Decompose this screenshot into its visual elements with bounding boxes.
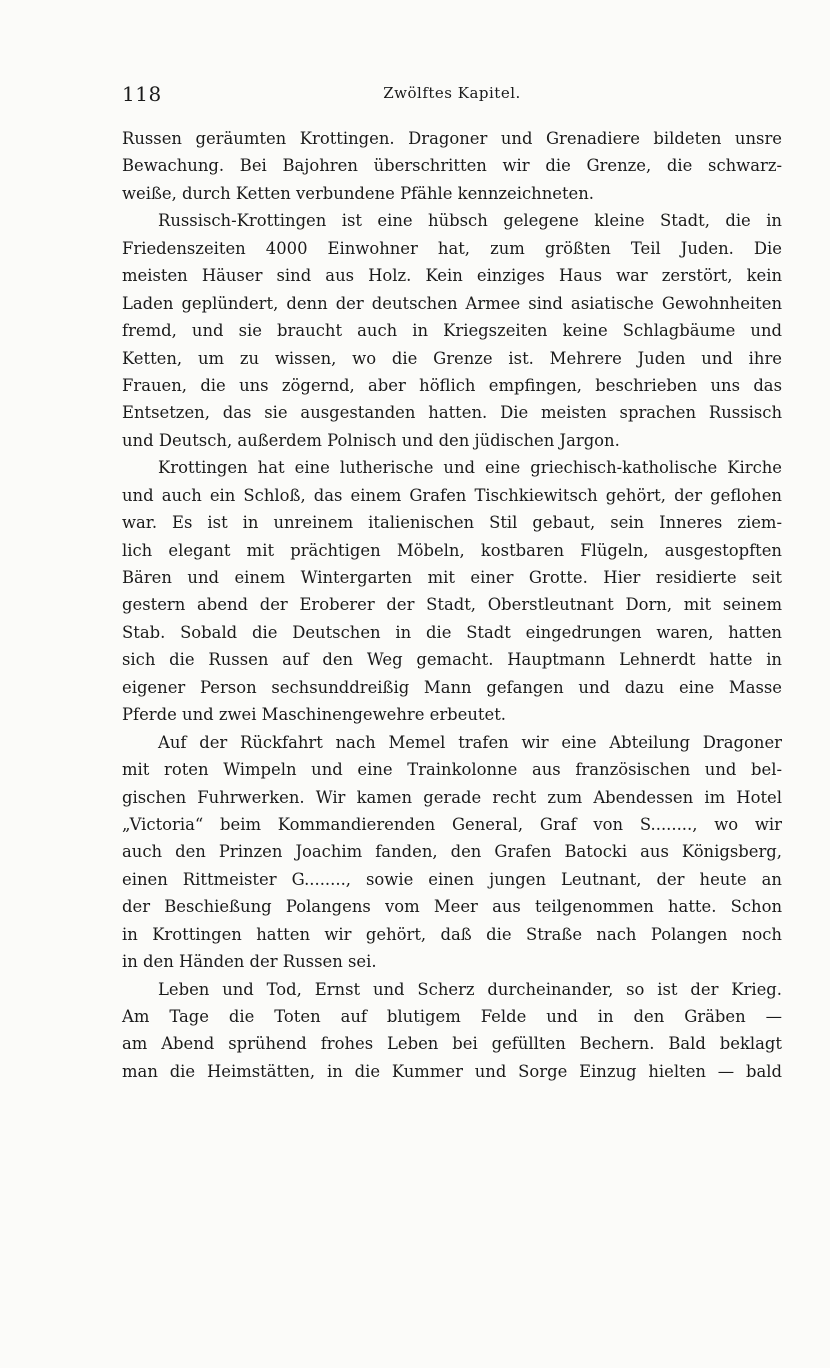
text-line: auch den Prinzen Joachim fanden, den Grafen Batocki aus Königsberg, (122, 842, 782, 862)
text-line: Stab. Sobald die Deutschen in die Stadt eingedrungen waren, hatten (122, 622, 782, 642)
text-line: einen Rittmeister G........, sowie einen jungen Leutnant, der heute an (122, 869, 782, 889)
text-line: in den Händen der Russen sei. (122, 952, 377, 972)
text-line: Pferde und zwei Maschinengewehre erbeutet. (122, 705, 507, 725)
text-line: gestern abend der Eroberer der Stadt, Oberstleutnant Dorn, mit seinem (122, 595, 782, 615)
text-line: Bären und einem Wintergarten mit einer Grotte. Hier residierte seit (122, 568, 782, 587)
text-line: und Deutsch, außerdem Polnisch und den jüdischen Jargon. (122, 430, 620, 450)
text-line: und auch ein Schloß, das einem Grafen Tischkiewitsch gehört, der geflohen (122, 485, 782, 505)
text-line: „Victoria“ beim Kommandierenden General, Graf von S........, wo wir (122, 814, 782, 834)
text-line: in Krottingen hatten wir gehört, daß die Straße nach Polangen noch (122, 924, 782, 944)
text-line: Russisch-Krottingen ist eine hübsch gelegene kleine Stadt, die in (158, 211, 782, 231)
text-line: sich die Russen auf den Weg gemacht. Hauptmann Lehnerdt hatte in (122, 650, 782, 670)
text-line: Russen geräumten Krottingen. Dragoner und Grenadiere bildeten unsre (122, 129, 782, 148)
text-line: fremd, und sie braucht auch in Kriegszeiten keine Schlagbäume und (122, 321, 782, 341)
text-line: Auf der Rückfahrt nach Memel trafen wir eine Abteilung Dragoner (158, 732, 782, 752)
text-line: meisten Häuser sind aus Holz. Kein einziges Haus war zerstört, kein (122, 266, 782, 286)
text-line: Bewachung. Bei Bajohren überschritten wir die Grenze, die schwarz- (122, 156, 782, 176)
text-line: Laden geplündert, denn der deutschen Armee sind asiatische Gewohnheiten (122, 293, 782, 313)
body-text (122, 125, 782, 1085)
text-line: lich elegant mit prächtigen Möbeln, kostbaren Flügeln, ausgestopften (122, 540, 782, 560)
text-line: Frauen, die uns zögernd, aber höflich empfingen, beschrieben uns das (122, 375, 782, 395)
running-head (122, 82, 782, 112)
text-line: Friedenszeiten 4000 Einwohner hat, zum größten Teil Juden. Die (122, 238, 782, 258)
text-line: Entsetzen, das sie ausgestanden hatten. Die meisten sprachen Russisch (122, 403, 782, 423)
text-line: weiße, durch Ketten verbundene Pfähle kennzeichneten. (122, 183, 595, 203)
text-line: am Abend sprühend frohes Leben bei gefüllten Bechern. Bald beklagt (122, 1034, 782, 1054)
text-line: Krottingen hat eine lutherische und eine griechisch-katholische Kirche (158, 458, 782, 478)
chapter-title: Zwölftes Kapitel. (383, 84, 521, 102)
text-line: eigener Person sechsunddreißig Mann gefangen und dazu eine Masse (122, 677, 782, 697)
text-line: gischen Fuhrwerken. Wir kamen gerade recht zum Abendessen im Hotel (122, 787, 782, 807)
page-number: 118 (122, 82, 162, 106)
text-line: Ketten, um zu wissen, wo die Grenze ist. Mehrere Juden und ihre (122, 348, 782, 368)
text-line: man die Heimstätten, in die Kummer und Sorge Einzug hielten — bald (122, 1061, 782, 1081)
text-line: war. Es ist in unreinem italienischen Stil gebaut, sein Inneres ziem- (122, 513, 782, 533)
text-line: Leben und Tod, Ernst und Scherz durcheinander, so ist der Krieg. (158, 979, 782, 999)
text-line: mit roten Wimpeln und eine Trainkolonne aus französischen und bel- (122, 760, 782, 780)
text-line: der Beschießung Polangens vom Meer aus teilgenommen hatte. Schon (122, 897, 782, 917)
text-line: Am Tage die Toten auf blutigem Felde und in den Gräben — (122, 1007, 782, 1026)
